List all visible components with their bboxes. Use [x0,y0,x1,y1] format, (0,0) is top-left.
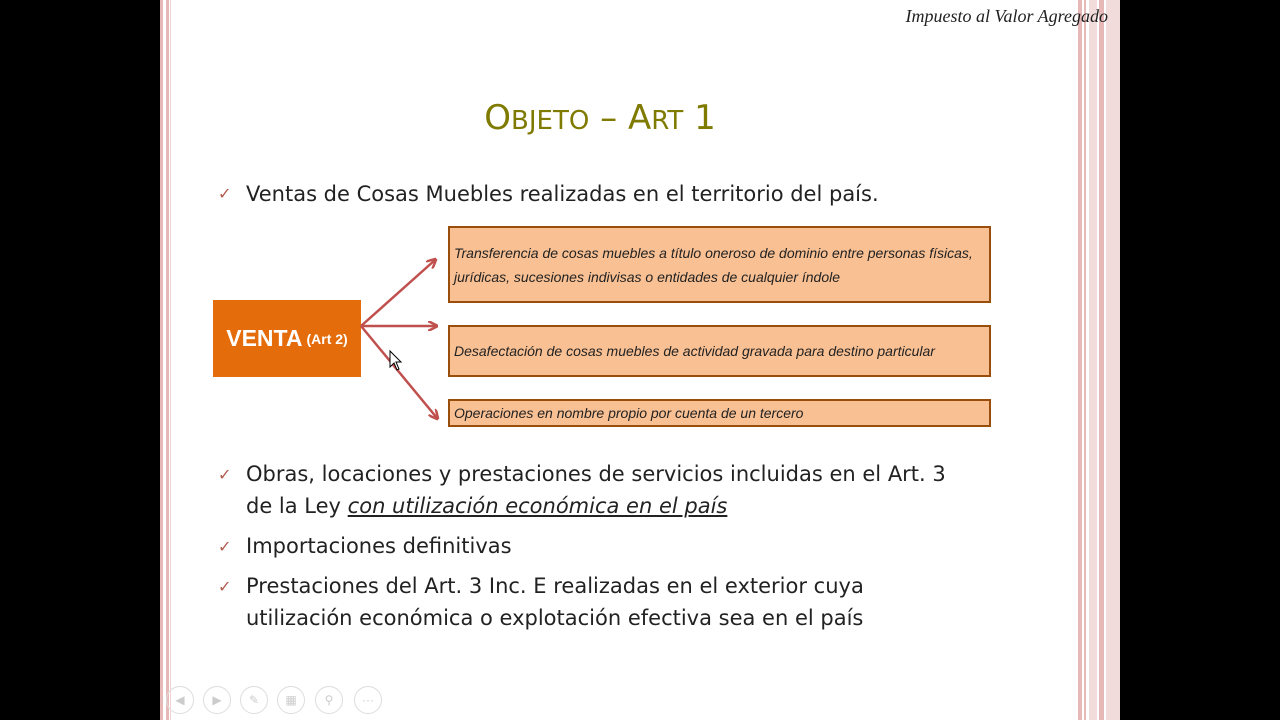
bullet-prestaciones [246,570,864,634]
venta-label: VENTA [226,325,303,351]
bullet-prestaciones-line1: Prestaciones del Art. 3 Inc. E realizadas en el exterior cuya [246,574,864,598]
prev-icon[interactable]: ◀ [166,686,194,714]
box-desafectacion: Desafectación de cosas muebles de actividad gravada para destino particular [448,325,991,377]
zoom-icon[interactable]: ⚲ [315,686,343,714]
header-title: Impuesto al Valor Agregado [905,6,1108,26]
next-icon[interactable]: ▶ [203,686,231,714]
check-icon: ✓ [218,537,232,556]
bullet-obras-prefix: de la Ley [246,494,348,518]
bullet-obras-underlined: con utilización económica en el país [347,494,728,518]
title-part: 1 [683,98,716,138]
slide [160,0,1120,720]
pen-icon[interactable]: ✎ [240,686,268,714]
check-icon: ✓ [218,465,232,484]
venta-sub-label: (Art 2) [306,330,348,347]
bullet-importaciones: Importaciones definitivas [246,534,512,558]
slides-icon[interactable]: ▦ [277,686,305,714]
more-icon[interactable]: ··· [354,686,382,714]
bullet-ventas: Ventas de Cosas Muebles realizadas en el territorio del país. [246,182,879,206]
arrow-up [361,260,435,326]
cursor-icon [390,351,401,370]
arrow-down [361,326,437,418]
bullet-obras-line1: Obras, locaciones y prestaciones de servicios incluidas en el Art. 3 [246,462,946,486]
box-operaciones: Operaciones en nombre propio por cuenta de un tercero [448,399,991,427]
title-part: O [484,98,512,138]
box-transferencia: Transferencia de cosas muebles a título oneroso de dominio entre personas físicas, jurídicas, sucesiones indivisas o entidades de cualquier índole [448,226,991,303]
check-icon: ✓ [218,577,232,596]
title-part: BJETO [511,106,590,136]
check-icon: ✓ [218,184,232,203]
bullet-prestaciones-line2: utilización económica o explotación efectiva sea en el país [246,606,864,630]
title-part: RT [651,106,684,136]
title-part: A [627,98,652,138]
bullet-obras-line2 [246,490,946,522]
title-part: – [589,98,628,138]
bullet-obras [246,458,946,522]
